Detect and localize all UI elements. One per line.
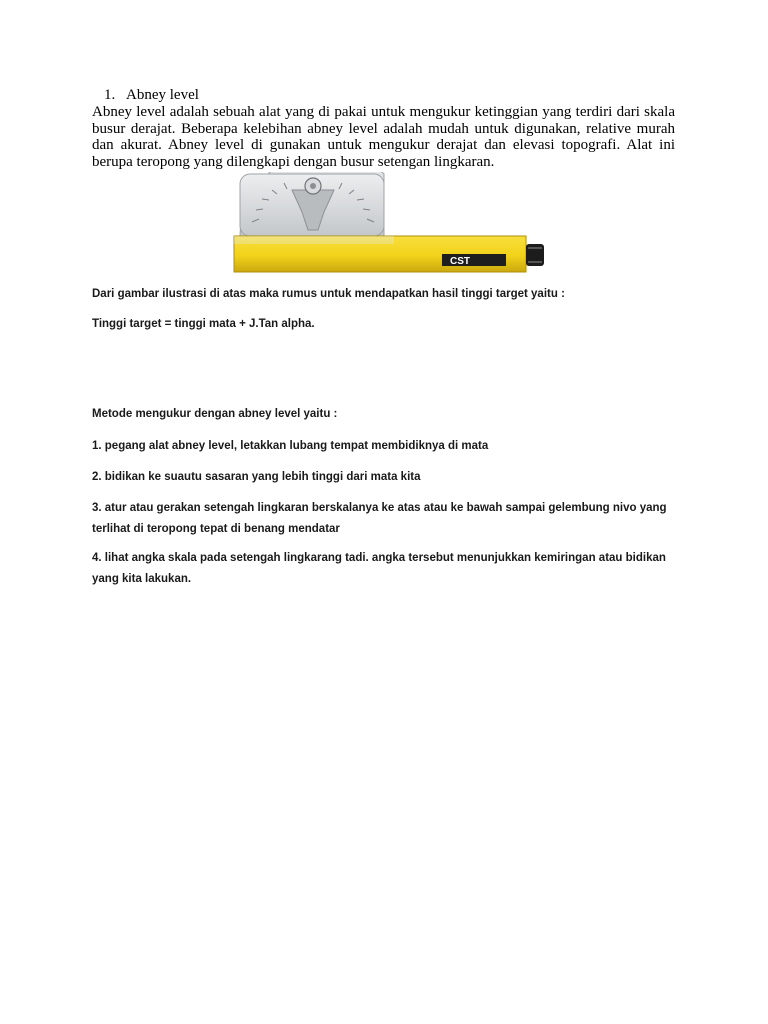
abney-level-figure (232, 172, 552, 278)
brand-label: CST (450, 256, 470, 267)
figure-caption: Dari gambar ilustrasi di atas maka rumus untuk mendapatkan hasil tinggi target yaitu : (92, 288, 565, 300)
intro-paragraph: Abney level adalah sebuah alat yang di pakai untuk mengukur ketinggian yang terdiri dari skala busur derajat. Beberapa kelebihan abney level adalah mudah untuk digunakan, relative murah dan akurat. Abney level di gunakan untuk mengukur derajat dan elevasi topografi. Alat ini berupa teropong yang dilengkapi dengan busur setengan lingkaran. (92, 104, 675, 170)
formula-text: Tinggi target = tinggi mata + J.Tan alpha. (92, 318, 315, 330)
heading-number: 1. (104, 87, 116, 103)
method-step-1: 1. pegang alat abney level, letakkan lubang tempat membidiknya di mata (92, 440, 489, 452)
method-step-4: 4. lihat angka skala pada setengah lingkarang tadi. angka tersebut menunjukkan kemiringan atau bidikan yang kita lakukan. (92, 552, 666, 585)
method-step-3: 3. atur atau gerakan setengah lingkaran berskalanya ke atas atau ke bawah sampai gelembung nivo yang terlihat di teropong tepat di benang mendatar (92, 502, 667, 535)
section-heading (104, 86, 199, 104)
method-step-2: 2. bidikan ke suautu sasaran yang lebih tinggi dari mata kita (92, 471, 421, 483)
abney-level-illustration (232, 172, 552, 278)
heading-title: Abney level (126, 87, 199, 103)
method-title: Metode mengukur dengan abney level yaitu : (92, 408, 338, 420)
